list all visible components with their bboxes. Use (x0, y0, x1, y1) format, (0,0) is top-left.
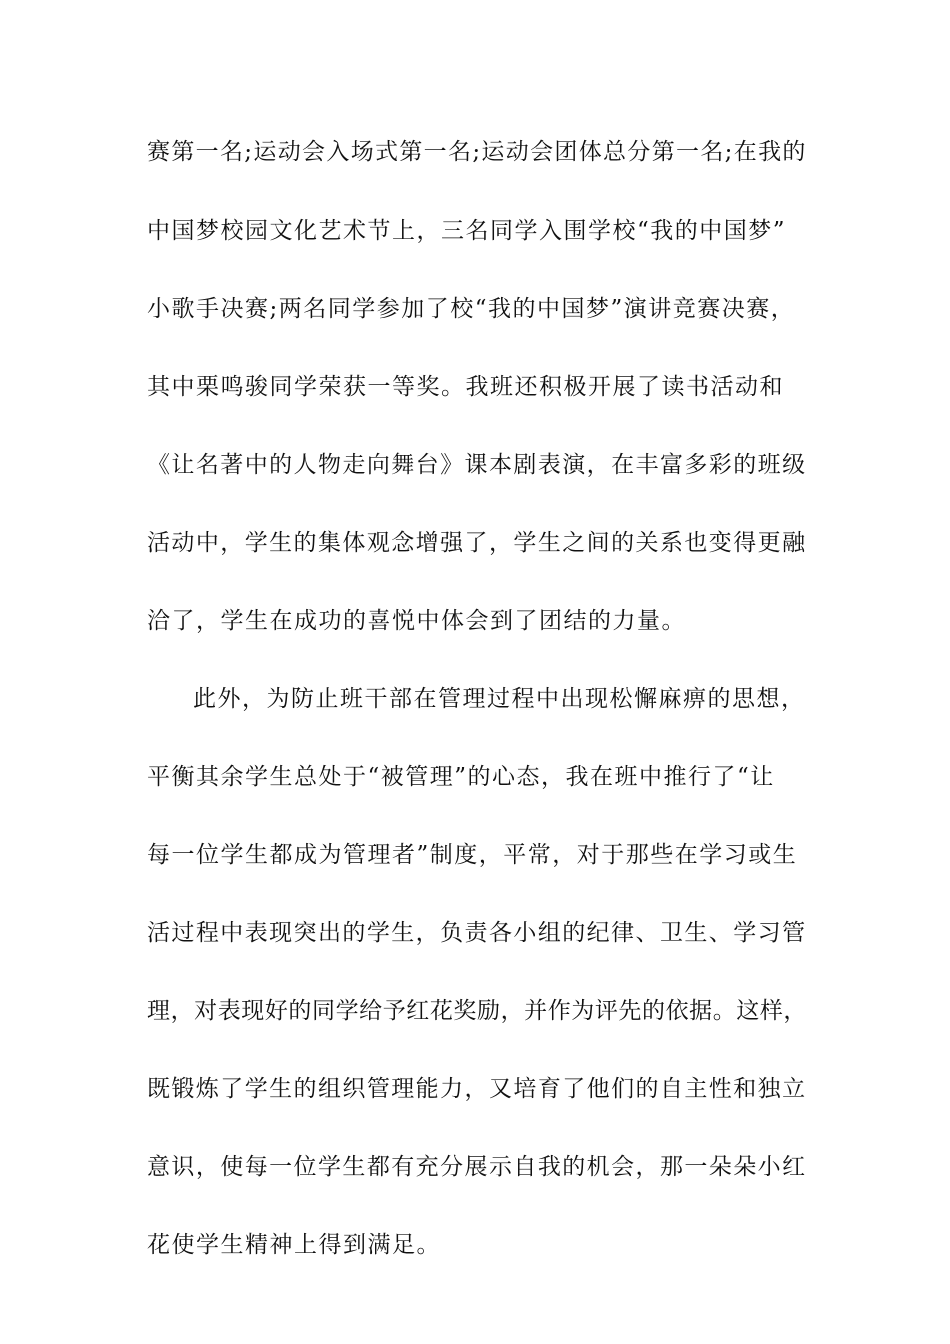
text-line: 《让名著中的人物走向舞台》课本剧表演，在丰富多彩的班级 (147, 452, 807, 478)
text-line: 平衡其余学生总处于“被管理”的心态，我在班中推行了“让 (147, 764, 775, 790)
text-line: 洽了，学生在成功的喜悦中体会到了团结的力量。 (147, 608, 686, 634)
text-line: 理，对表现好的同学给予红花奖励，并作为评先的依据。这样， (147, 998, 807, 1024)
text-line: 活过程中表现突出的学生，负责各小组的纪律、卫生、学习管 (147, 920, 807, 946)
text-line: 活动中，学生的集体观念增强了，学生之间的关系也变得更融 (147, 530, 807, 556)
text-line: 每一位学生都成为管理者”制度，平常，对于那些在学习或生 (147, 842, 798, 868)
text-line: 其中栗鸣骏同学荣获一等奖。我班还积极开展了读书活动和 (147, 374, 784, 400)
text-line: 赛第一名;运动会入场式第一名;运动会团体总分第一名;在我的 (147, 139, 807, 165)
text-line: 既锻炼了学生的组织管理能力，又培育了他们的自主性和独立 (147, 1076, 807, 1102)
text-line: 意识，使每一位学生都有充分展示自我的机会，那一朵朵小红 (147, 1154, 807, 1180)
paragraph-start-line: 此外，为防止班干部在管理过程中出现松懈麻痹的思想， (193, 686, 806, 712)
text-line: 小歌手决赛;两名同学参加了校“我的中国梦”演讲竞赛决赛， (147, 296, 796, 322)
text-line: 中国梦校园文化艺术节上，三名同学入围学校“我的中国梦” (147, 218, 787, 244)
text-line: 花使学生精神上得到满足。 (147, 1232, 441, 1258)
